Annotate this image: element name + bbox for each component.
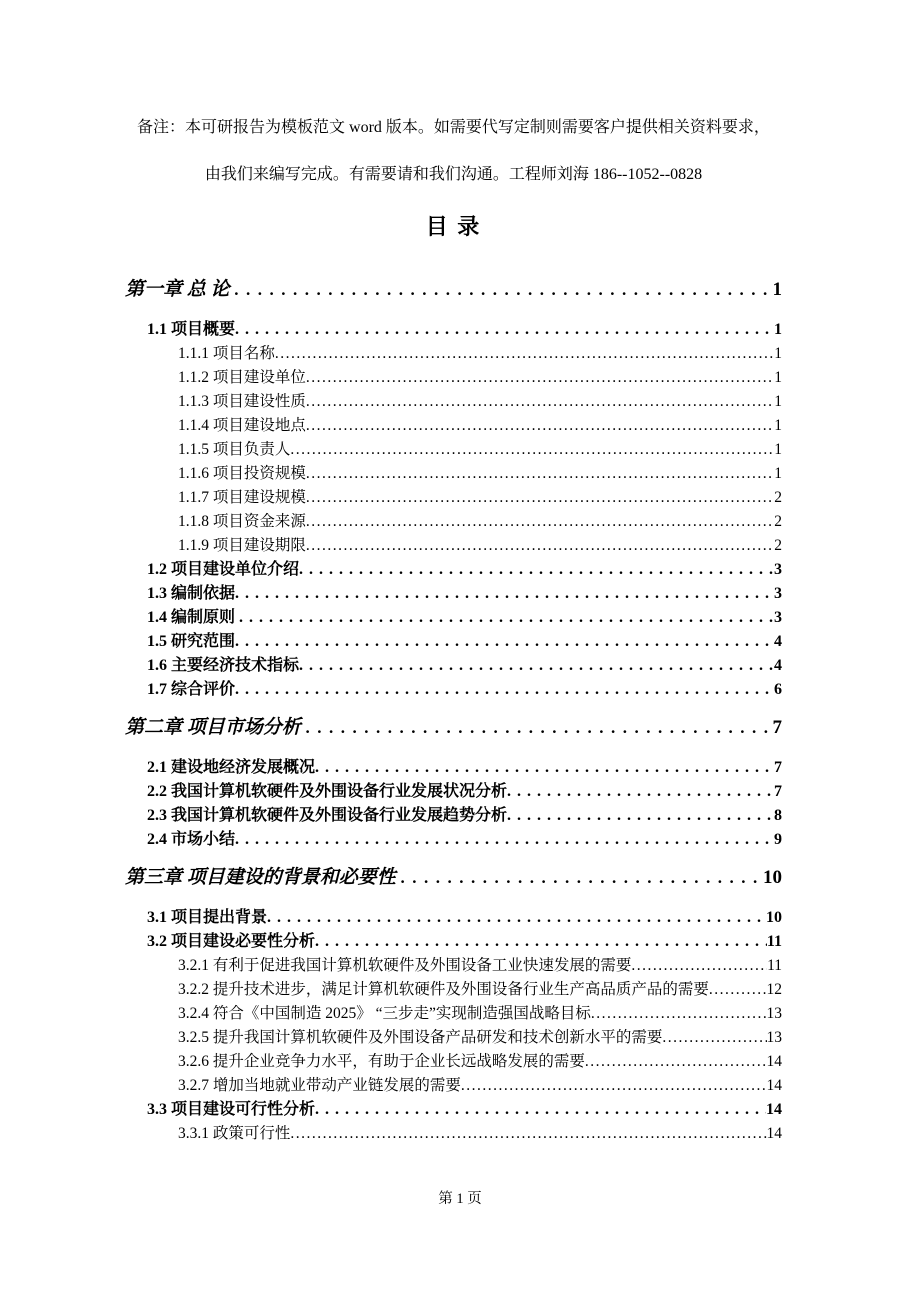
toc-entry[interactable] bbox=[125, 780, 782, 804]
toc-entry[interactable] bbox=[125, 366, 782, 390]
toc-page-number: 14 bbox=[766, 1053, 782, 1070]
toc-leader-dots bbox=[275, 342, 774, 366]
remark-note-line-2: 由我们来编写完成。有需要请和我们沟通。工程师刘海 186--1052--0828 bbox=[204, 166, 703, 183]
toc-page-number: 6 bbox=[774, 681, 782, 698]
toc-page-number: 1 bbox=[774, 393, 782, 410]
toc-entry-label: 1.1.8 项目资金来源 bbox=[178, 513, 306, 530]
toc-leader-dots bbox=[234, 276, 772, 303]
toc-leader-dots bbox=[306, 390, 774, 414]
toc-entry-label: 1.1.9 项目建设期限 bbox=[178, 537, 306, 554]
toc-entry[interactable] bbox=[125, 906, 782, 930]
toc-page-number: 7 bbox=[774, 759, 782, 776]
toc-page-number: 4 bbox=[774, 657, 782, 674]
toc-leader-dots bbox=[306, 414, 774, 438]
toc-page-number: 2 bbox=[774, 489, 782, 506]
toc-entry[interactable] bbox=[125, 606, 782, 630]
toc-entry[interactable] bbox=[125, 1122, 782, 1146]
toc-leader-dots bbox=[306, 366, 774, 390]
toc-page-number: 9 bbox=[774, 831, 782, 848]
toc-page-number: 14 bbox=[766, 1077, 782, 1094]
toc-page-number: 1 bbox=[774, 417, 782, 434]
toc-entry[interactable] bbox=[125, 1098, 782, 1122]
toc-entry[interactable] bbox=[125, 1074, 782, 1098]
toc-entry-label: 3.3 项目建设可行性分析 bbox=[147, 1101, 316, 1118]
toc-page-number: 14 bbox=[766, 1125, 782, 1142]
toc-entry[interactable] bbox=[125, 534, 782, 558]
toc-leader-dots bbox=[585, 1050, 767, 1074]
toc-entry-label: 3.2.1 有利于促进我国计算机软硬件及外围设备工业快速发展的需要 bbox=[178, 957, 632, 974]
toc-entry[interactable] bbox=[125, 954, 782, 978]
toc-entry[interactable] bbox=[125, 804, 782, 828]
toc-entry-label: 3.2.5 提升我国计算机软硬件及外围设备产品研发和技术创新水平的需要 bbox=[178, 1029, 663, 1046]
toc-entry-label: 1.1.4 项目建设地点 bbox=[178, 417, 306, 434]
toc-page-number: 11 bbox=[767, 957, 782, 974]
toc-entry-label: 1.1.6 项目投资规模 bbox=[178, 465, 306, 482]
toc-leader-dots bbox=[306, 534, 774, 558]
toc-page-number: 3 bbox=[774, 609, 782, 626]
toc-entry-label: 第三章 项目建设的背景和必要性 bbox=[125, 867, 401, 888]
toc-entry[interactable] bbox=[125, 930, 782, 954]
document-page bbox=[125, 0, 782, 1146]
toc-entry-label: 3.1 项目提出背景 bbox=[147, 909, 268, 926]
toc-page-number: 2 bbox=[774, 537, 782, 554]
toc-page-number: 7 bbox=[774, 783, 782, 800]
toc-leader-dots bbox=[235, 582, 774, 606]
toc-page-number: 1 bbox=[774, 465, 782, 482]
toc-entry-label: 1.1 项目概要 bbox=[147, 321, 236, 338]
toc-entry-label: 2.2 我国计算机软硬件及外围设备行业发展状况分析 bbox=[147, 783, 508, 800]
toc-entry[interactable] bbox=[125, 462, 782, 486]
toc-leader-dots bbox=[662, 1026, 766, 1050]
toc-page-number: 1 bbox=[772, 279, 782, 300]
toc-entry-label: 1.1.2 项目建设单位 bbox=[178, 369, 306, 386]
toc-entry-label: 1.2 项目建设单位介绍 bbox=[147, 561, 300, 578]
toc-entry-label: 1.1.1 项目名称 bbox=[178, 345, 275, 362]
toc-entry-label: 1.6 主要经济技术指标 bbox=[147, 657, 300, 674]
toc-entry[interactable] bbox=[125, 756, 782, 780]
toc-entry-label: 3.2.6 提升企业竞争力水平，有助于企业长远战略发展的需要 bbox=[178, 1053, 585, 1070]
toc-entry-label: 第一章 总 论 bbox=[125, 279, 235, 300]
toc-entry[interactable] bbox=[125, 318, 782, 342]
toc-entry-label: 3.2.2 提升技术进步，满足计算机软硬件及外围设备行业生产高品质产品的需要 bbox=[178, 981, 709, 998]
toc-entry[interactable] bbox=[125, 654, 782, 678]
toc-entry-label: 3.2.4 符合《中国制造 2025》 “三步走”实现制造强国战略目标 bbox=[178, 1005, 591, 1022]
toc-leader-dots bbox=[306, 714, 773, 741]
toc-entry[interactable] bbox=[125, 1050, 782, 1074]
toc-page-number: 10 bbox=[763, 867, 782, 888]
toc-leader-dots bbox=[315, 756, 774, 780]
toc-page-number: 4 bbox=[774, 633, 782, 650]
toc-leader-dots bbox=[315, 930, 767, 954]
toc-leader-dots bbox=[315, 1098, 766, 1122]
toc-leader-dots bbox=[235, 828, 774, 852]
toc-leader-dots bbox=[306, 510, 774, 534]
remark-note bbox=[125, 104, 782, 198]
toc-leader-dots bbox=[235, 630, 774, 654]
toc-leader-dots bbox=[401, 864, 763, 891]
toc-leader-dots bbox=[290, 438, 774, 462]
toc-page-number: 8 bbox=[774, 807, 782, 824]
page-number-footer: 第 1 页 bbox=[438, 1191, 482, 1207]
toc-entry-label: 1.5 研究范围 bbox=[147, 633, 236, 650]
toc-page-number: 13 bbox=[766, 1005, 782, 1022]
toc-leader-dots bbox=[591, 1002, 767, 1026]
toc-leader-dots bbox=[507, 780, 774, 804]
toc-entry[interactable] bbox=[125, 438, 782, 462]
toc-entry-label: 1.1.5 项目负责人 bbox=[178, 441, 291, 458]
toc-entry[interactable] bbox=[125, 864, 782, 891]
toc-page-number: 7 bbox=[772, 717, 782, 738]
toc-leader-dots bbox=[239, 606, 774, 630]
toc-entry-label: 1.4 编制原则 bbox=[147, 609, 240, 626]
toc-entry-label: 2.1 建设地经济发展概况 bbox=[147, 759, 316, 776]
toc-leader-dots bbox=[709, 978, 767, 1002]
toc-page-number: 1 bbox=[774, 369, 782, 386]
toc-entry-label: 3.3.1 政策可行性 bbox=[178, 1125, 291, 1142]
toc-entry[interactable] bbox=[125, 714, 782, 741]
toc-page-number: 13 bbox=[766, 1029, 782, 1046]
toc-page-number: 10 bbox=[766, 909, 782, 926]
toc-leader-dots bbox=[267, 906, 766, 930]
toc-page-number: 11 bbox=[766, 933, 782, 950]
toc-page-number: 1 bbox=[774, 441, 782, 458]
toc-entry[interactable] bbox=[125, 390, 782, 414]
toc-page-number: 2 bbox=[774, 513, 782, 530]
toc-entry[interactable] bbox=[125, 414, 782, 438]
toc-entry[interactable] bbox=[125, 276, 782, 303]
toc-entry[interactable] bbox=[125, 630, 782, 654]
toc-entry-label: 第二章 项目市场分析 bbox=[125, 717, 306, 738]
toc-entry[interactable] bbox=[125, 1002, 782, 1026]
toc-entry-label: 1.1.3 项目建设性质 bbox=[178, 393, 306, 410]
toc-entry[interactable] bbox=[125, 582, 782, 606]
toc-leader-dots bbox=[631, 954, 767, 978]
toc-entry[interactable] bbox=[125, 678, 782, 702]
toc-entry[interactable] bbox=[125, 558, 782, 582]
toc-entry-label: 3.2 项目建设必要性分析 bbox=[147, 933, 316, 950]
toc-page-number: 3 bbox=[774, 585, 782, 602]
toc-entry[interactable] bbox=[125, 828, 782, 852]
toc-title: 目 录 bbox=[425, 214, 482, 239]
toc-leader-dots bbox=[235, 318, 774, 342]
toc-page-number: 3 bbox=[774, 561, 782, 578]
toc-leader-dots bbox=[299, 654, 774, 678]
toc-page-number: 1 bbox=[774, 345, 782, 362]
toc-entry-label: 1.7 综合评价 bbox=[147, 681, 236, 698]
toc-entry-label: 2.3 我国计算机软硬件及外围设备行业发展趋势分析 bbox=[147, 807, 508, 824]
remark-note-line-1: 备注：本可研报告为模板范文 word 版本。如需要代写定制则需要客户提供相关资料要求， bbox=[137, 119, 770, 136]
toc-leader-dots bbox=[461, 1074, 767, 1098]
toc-page-number: 14 bbox=[766, 1101, 782, 1118]
toc-page-number: 12 bbox=[766, 981, 782, 998]
toc-entry[interactable] bbox=[125, 978, 782, 1002]
toc-entry[interactable] bbox=[125, 342, 782, 366]
toc-entry-label: 1.1.7 项目建设规模 bbox=[178, 489, 306, 506]
toc-list bbox=[125, 276, 782, 1146]
toc-entry[interactable] bbox=[125, 486, 782, 510]
toc-leader-dots bbox=[290, 1122, 766, 1146]
toc-entry-label: 2.4 市场小结 bbox=[147, 831, 236, 848]
toc-leader-dots bbox=[235, 678, 774, 702]
toc-leader-dots bbox=[299, 558, 774, 582]
toc-entry[interactable] bbox=[125, 1026, 782, 1050]
toc-leader-dots bbox=[306, 462, 774, 486]
toc-leader-dots bbox=[306, 486, 774, 510]
toc-page-number: 1 bbox=[774, 321, 782, 338]
toc-entry-label: 3.2.7 增加当地就业带动产业链发展的需要 bbox=[178, 1077, 461, 1094]
toc-entry[interactable] bbox=[125, 510, 782, 534]
toc-leader-dots bbox=[507, 804, 774, 828]
toc-entry-label: 1.3 编制依据 bbox=[147, 585, 236, 602]
